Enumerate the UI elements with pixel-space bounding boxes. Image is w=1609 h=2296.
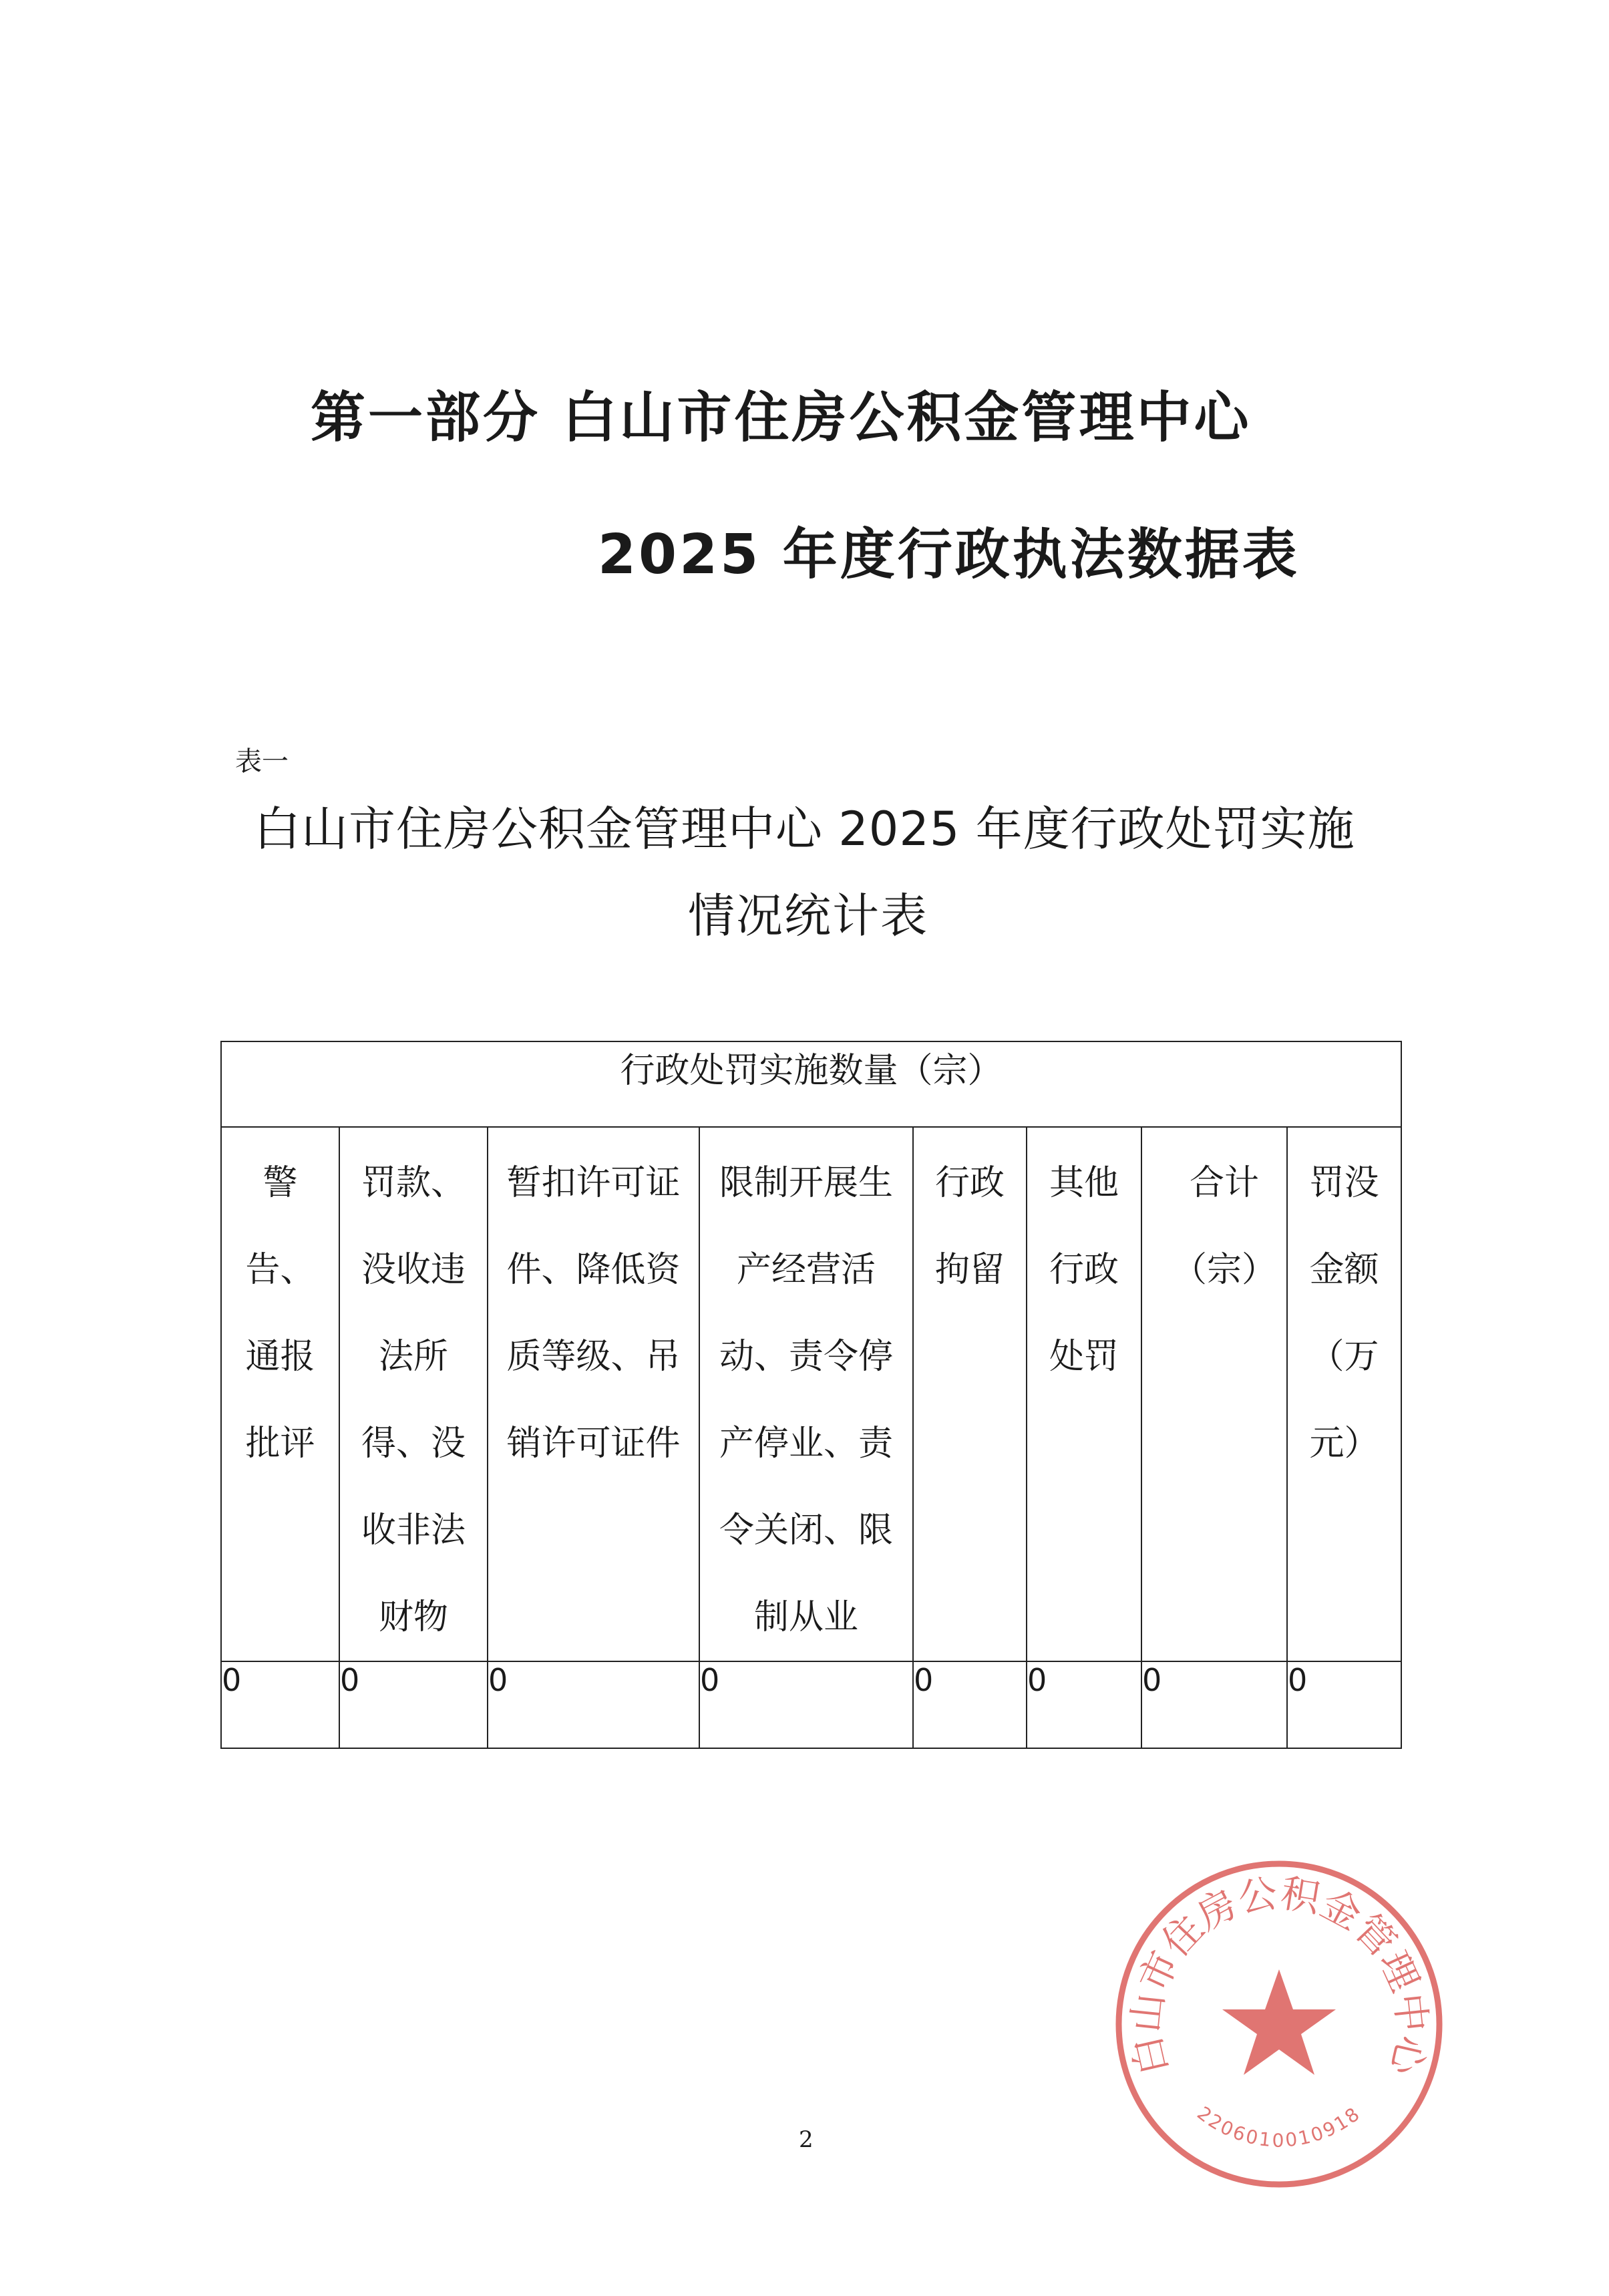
table-title-line-1: 白山市住房公积金管理中心 2025 年度行政处罚实施: [254, 802, 1355, 856]
category-business-restriction: 限制开展生产经营活动、责令停产停业、责令关闭、限制从业: [719, 1163, 893, 1637]
seal-name-text: 白山市住房公积金管理中心: [1123, 1870, 1435, 2080]
category-cell: [221, 1127, 339, 1661]
value-cell: 0: [1141, 1661, 1287, 1748]
table-label: 表一: [235, 746, 289, 777]
category-fine-confiscation: 罚款、没收违法所得、没收非法财物: [361, 1163, 466, 1637]
table-title-line-2: 情况统计表: [688, 888, 928, 943]
value-cell: 0: [488, 1661, 699, 1748]
category-cell: [339, 1127, 488, 1661]
value-cell: 0: [699, 1661, 913, 1748]
star-icon: [1222, 1969, 1336, 2075]
category-warning: 警告、通报批评: [245, 1163, 315, 1464]
category-row: [221, 1127, 1401, 1661]
seal-code-text: 2206010010918: [1193, 2102, 1365, 2152]
table-header: 行政处罚实施数量（宗）: [221, 1041, 1401, 1127]
heading-line-1: 第一部分 白山市住房公积金管理中心: [311, 386, 1252, 450]
value-cell: 0: [339, 1661, 488, 1748]
category-detention: 行政拘留: [935, 1163, 1005, 1290]
value-cell: 0: [221, 1661, 339, 1748]
category-cell: [699, 1127, 913, 1661]
page-number: 2: [799, 2126, 814, 2153]
value-cell: 0: [1287, 1661, 1401, 1748]
category-cell: [1287, 1127, 1401, 1661]
penalty-statistics-table: [220, 1041, 1402, 1749]
category-license-suspension: 暂扣许可证件、降低资质等级、吊销许可证件: [506, 1163, 681, 1464]
category-cell: [913, 1127, 1027, 1661]
value-cell: 0: [913, 1661, 1027, 1748]
category-cell: [1027, 1127, 1141, 1661]
category-total: 合计（宗）: [1172, 1163, 1276, 1290]
values-row: [221, 1661, 1401, 1748]
category-fine-amount: 罚没金额（万元）: [1309, 1163, 1379, 1464]
category-cell: [488, 1127, 699, 1661]
heading-line-2: 2025 年度行政执法数据表: [598, 523, 1300, 587]
value-cell: 0: [1027, 1661, 1141, 1748]
category-cell: [1141, 1127, 1287, 1661]
category-other: 其他行政处罚: [1049, 1163, 1119, 1377]
official-seal: [1105, 1850, 1453, 2198]
